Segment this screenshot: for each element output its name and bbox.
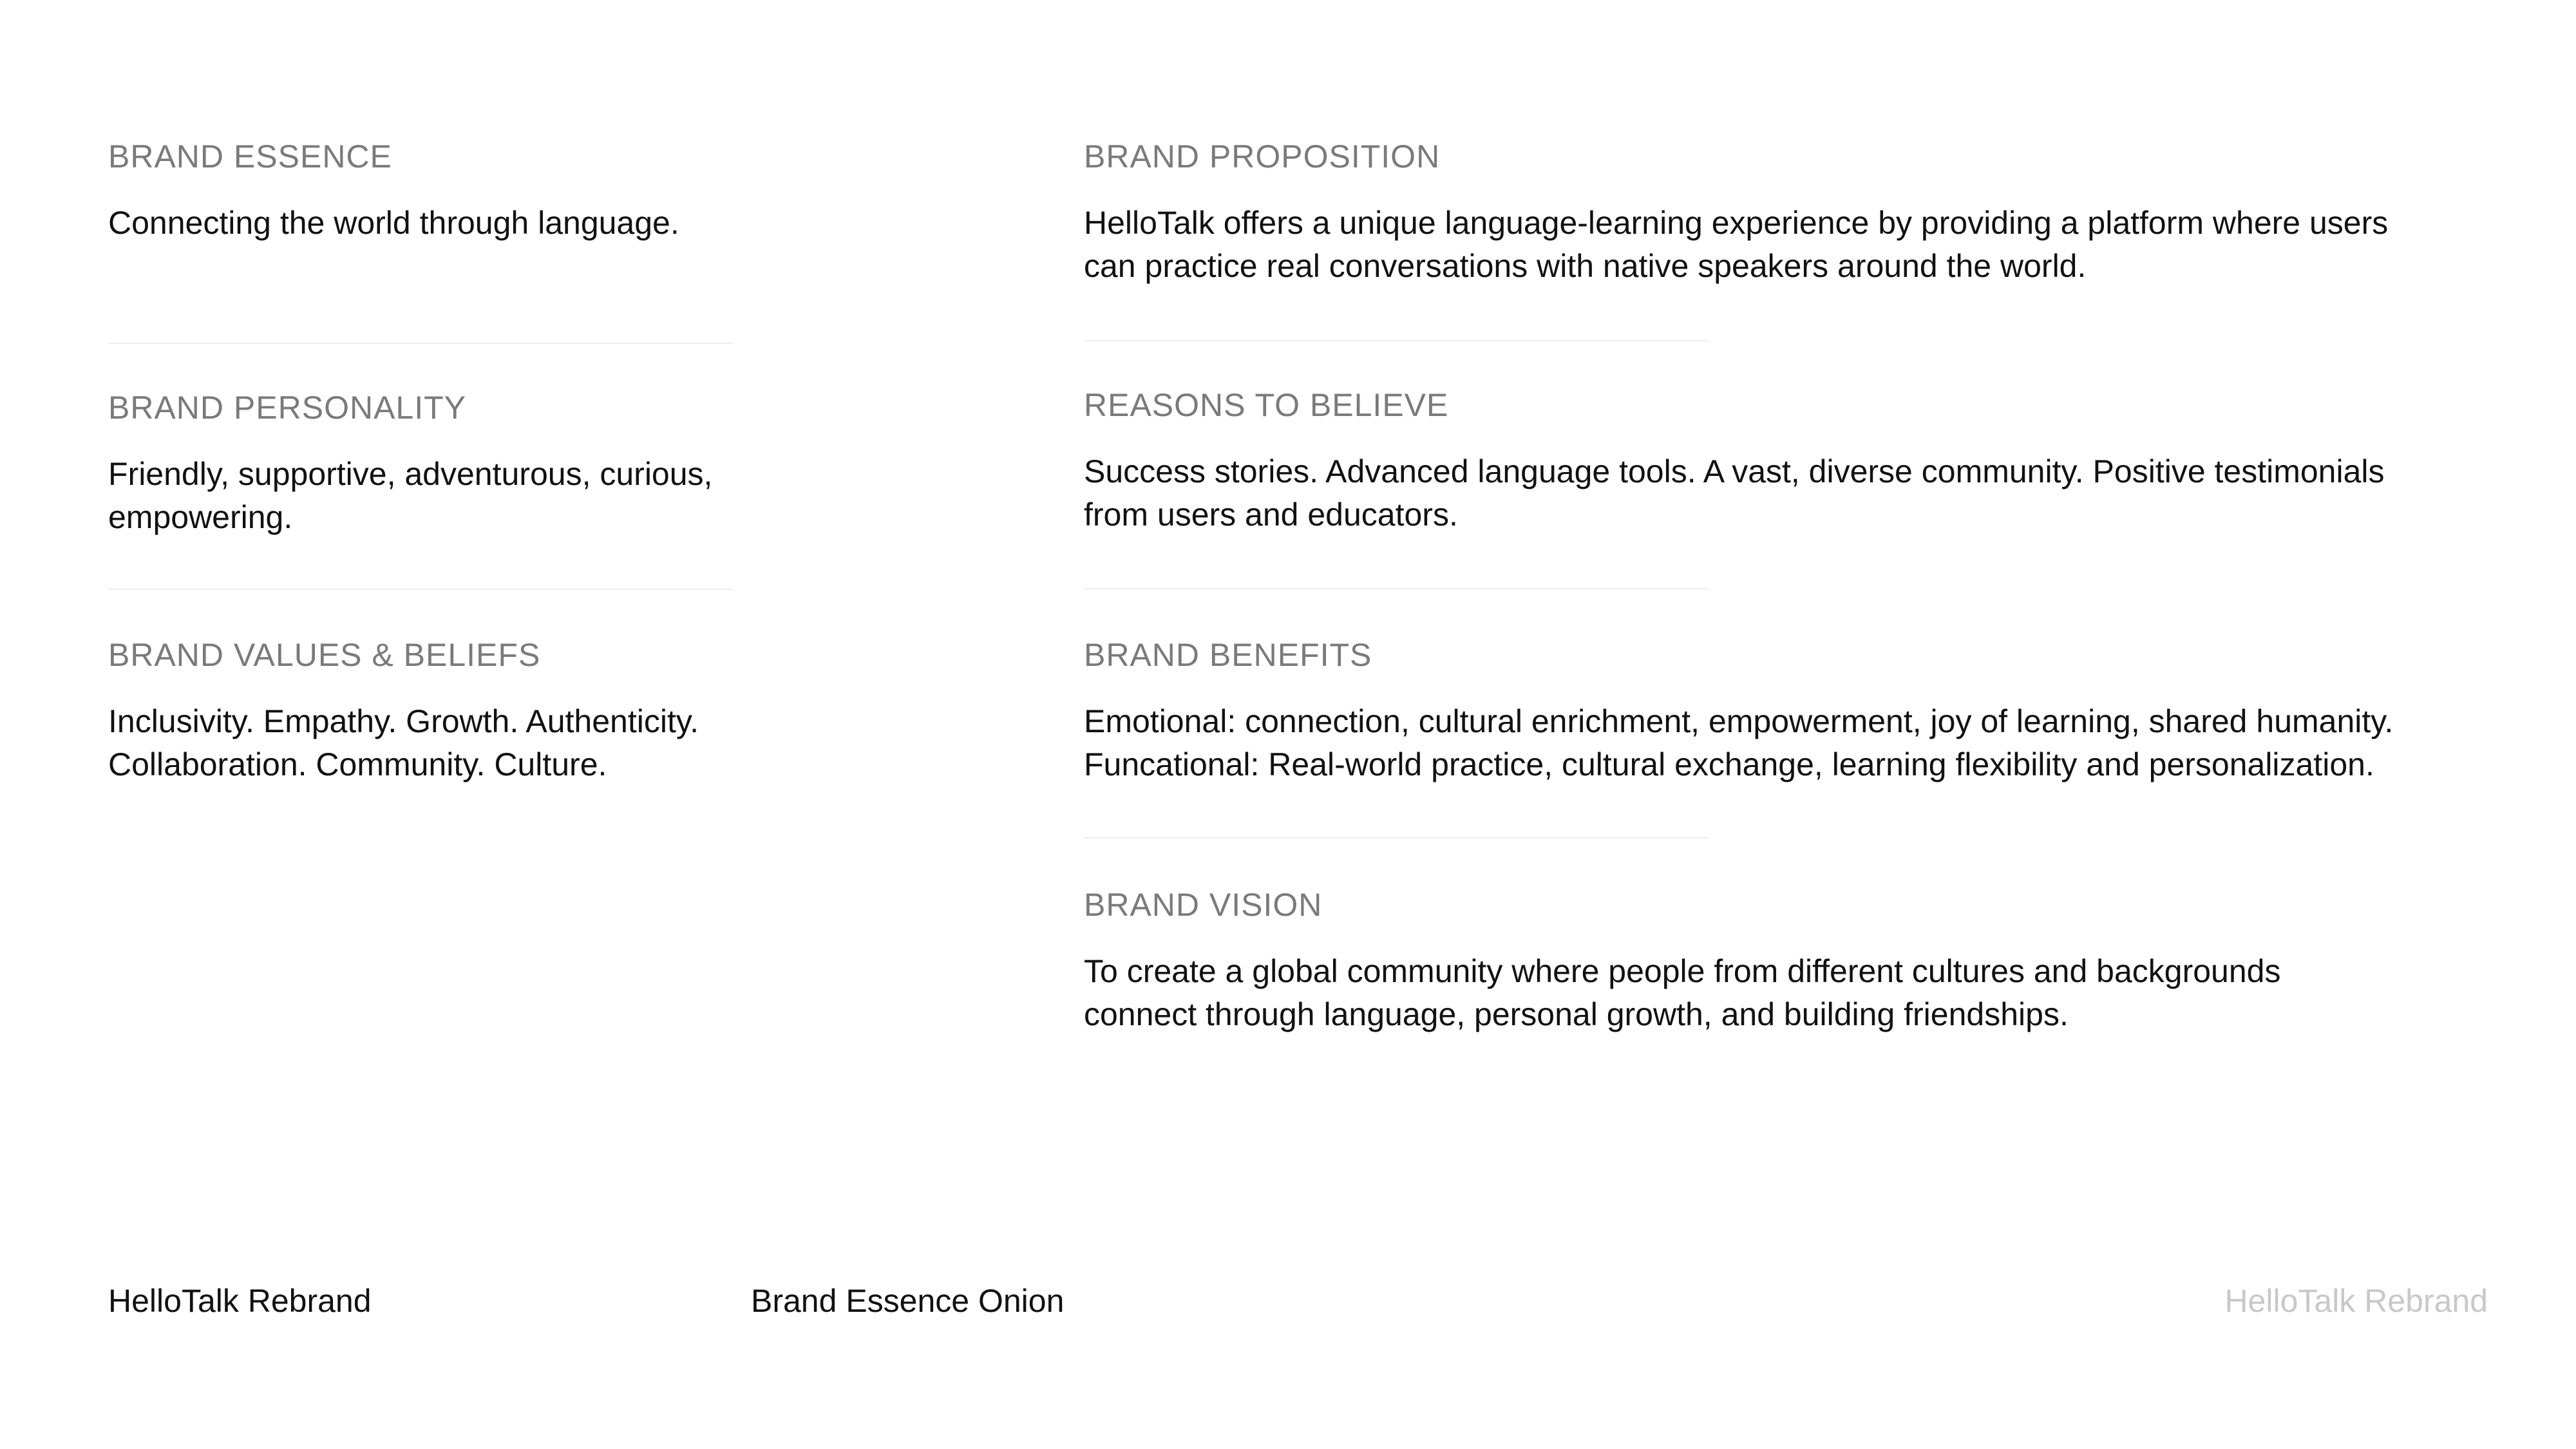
- brand-personality-heading: BRAND PERSONALITY: [108, 390, 467, 426]
- reasons-to-believe-line-1: Success stories. Advanced language tools. A vast, diverse community. Positive testimonials: [1084, 453, 2385, 489]
- brand-benefits-section: [1084, 636, 2501, 786]
- brand-benefits-line-2: Funcational: Real-world practice, cultural exchange, learning flexibility and personalization.: [1084, 746, 2374, 782]
- brand-proposition-heading: BRAND PROPOSITION: [1084, 138, 1441, 175]
- brand-vision-line-1: To create a global community where people from different cultures and backgrounds: [1084, 953, 2281, 989]
- brand-proposition-section: [1084, 137, 2501, 288]
- reasons-to-believe-heading: REASONS TO BELIEVE: [1084, 387, 1449, 423]
- left-divider-1: [108, 343, 733, 344]
- reasons-to-believe-text: [1084, 450, 2501, 536]
- brand-personality-section: [108, 388, 752, 539]
- brand-benefits-text: [1084, 700, 2501, 786]
- right-divider-3: [1084, 837, 1709, 838]
- brand-proposition-text: [1084, 202, 2501, 288]
- brand-proposition-line-2: can practice real conversations with native speakers around the world.: [1084, 248, 2087, 284]
- brand-vision-heading: BRAND VISION: [1084, 887, 1323, 923]
- brand-vision-text: [1084, 950, 2501, 1036]
- brand-values-line-1: Inclusivity. Empathy. Growth. Authenticity.: [108, 703, 699, 739]
- right-divider-2: [1084, 588, 1709, 589]
- brand-values-heading: BRAND VALUES & BELIEFS: [108, 637, 541, 673]
- brand-personality-line-2: empowering.: [108, 499, 293, 535]
- footer-brand-mark: HelloTalk Rebrand: [2224, 1283, 2488, 1319]
- brand-essence-heading: BRAND ESSENCE: [108, 138, 392, 175]
- brand-essence-section: [108, 137, 752, 245]
- brand-benefits-heading: BRAND BENEFITS: [1084, 637, 1372, 673]
- footer-page-title: Brand Essence Onion: [751, 1283, 1065, 1319]
- reasons-to-believe-section: [1084, 386, 2501, 536]
- brand-vision-section: [1084, 886, 2501, 1036]
- brand-personality-text: [108, 453, 752, 539]
- brand-proposition-line-1: HelloTalk offers a unique language-learning experience by providing a platform where users: [1084, 205, 2389, 241]
- brand-values-line-2: Collaboration. Community. Culture.: [108, 746, 607, 782]
- left-divider-2: [108, 589, 733, 590]
- brand-essence-line-1: Connecting the world through language.: [108, 205, 679, 241]
- brand-essence-text: [108, 202, 752, 245]
- brand-vision-line-2: connect through language, personal growth, and building friendships.: [1084, 996, 2069, 1032]
- brand-values-text: [108, 700, 752, 786]
- right-divider-1: [1084, 340, 1709, 341]
- brand-personality-line-1: Friendly, supportive, adventurous, curious,: [108, 456, 713, 492]
- footer-project-name: HelloTalk Rebrand: [108, 1283, 372, 1319]
- brand-values-section: [108, 636, 752, 786]
- reasons-to-believe-line-2: from users and educators.: [1084, 497, 1458, 533]
- brand-benefits-line-1: Emotional: connection, cultural enrichment, empowerment, joy of learning, shared humanity.: [1084, 703, 2394, 739]
